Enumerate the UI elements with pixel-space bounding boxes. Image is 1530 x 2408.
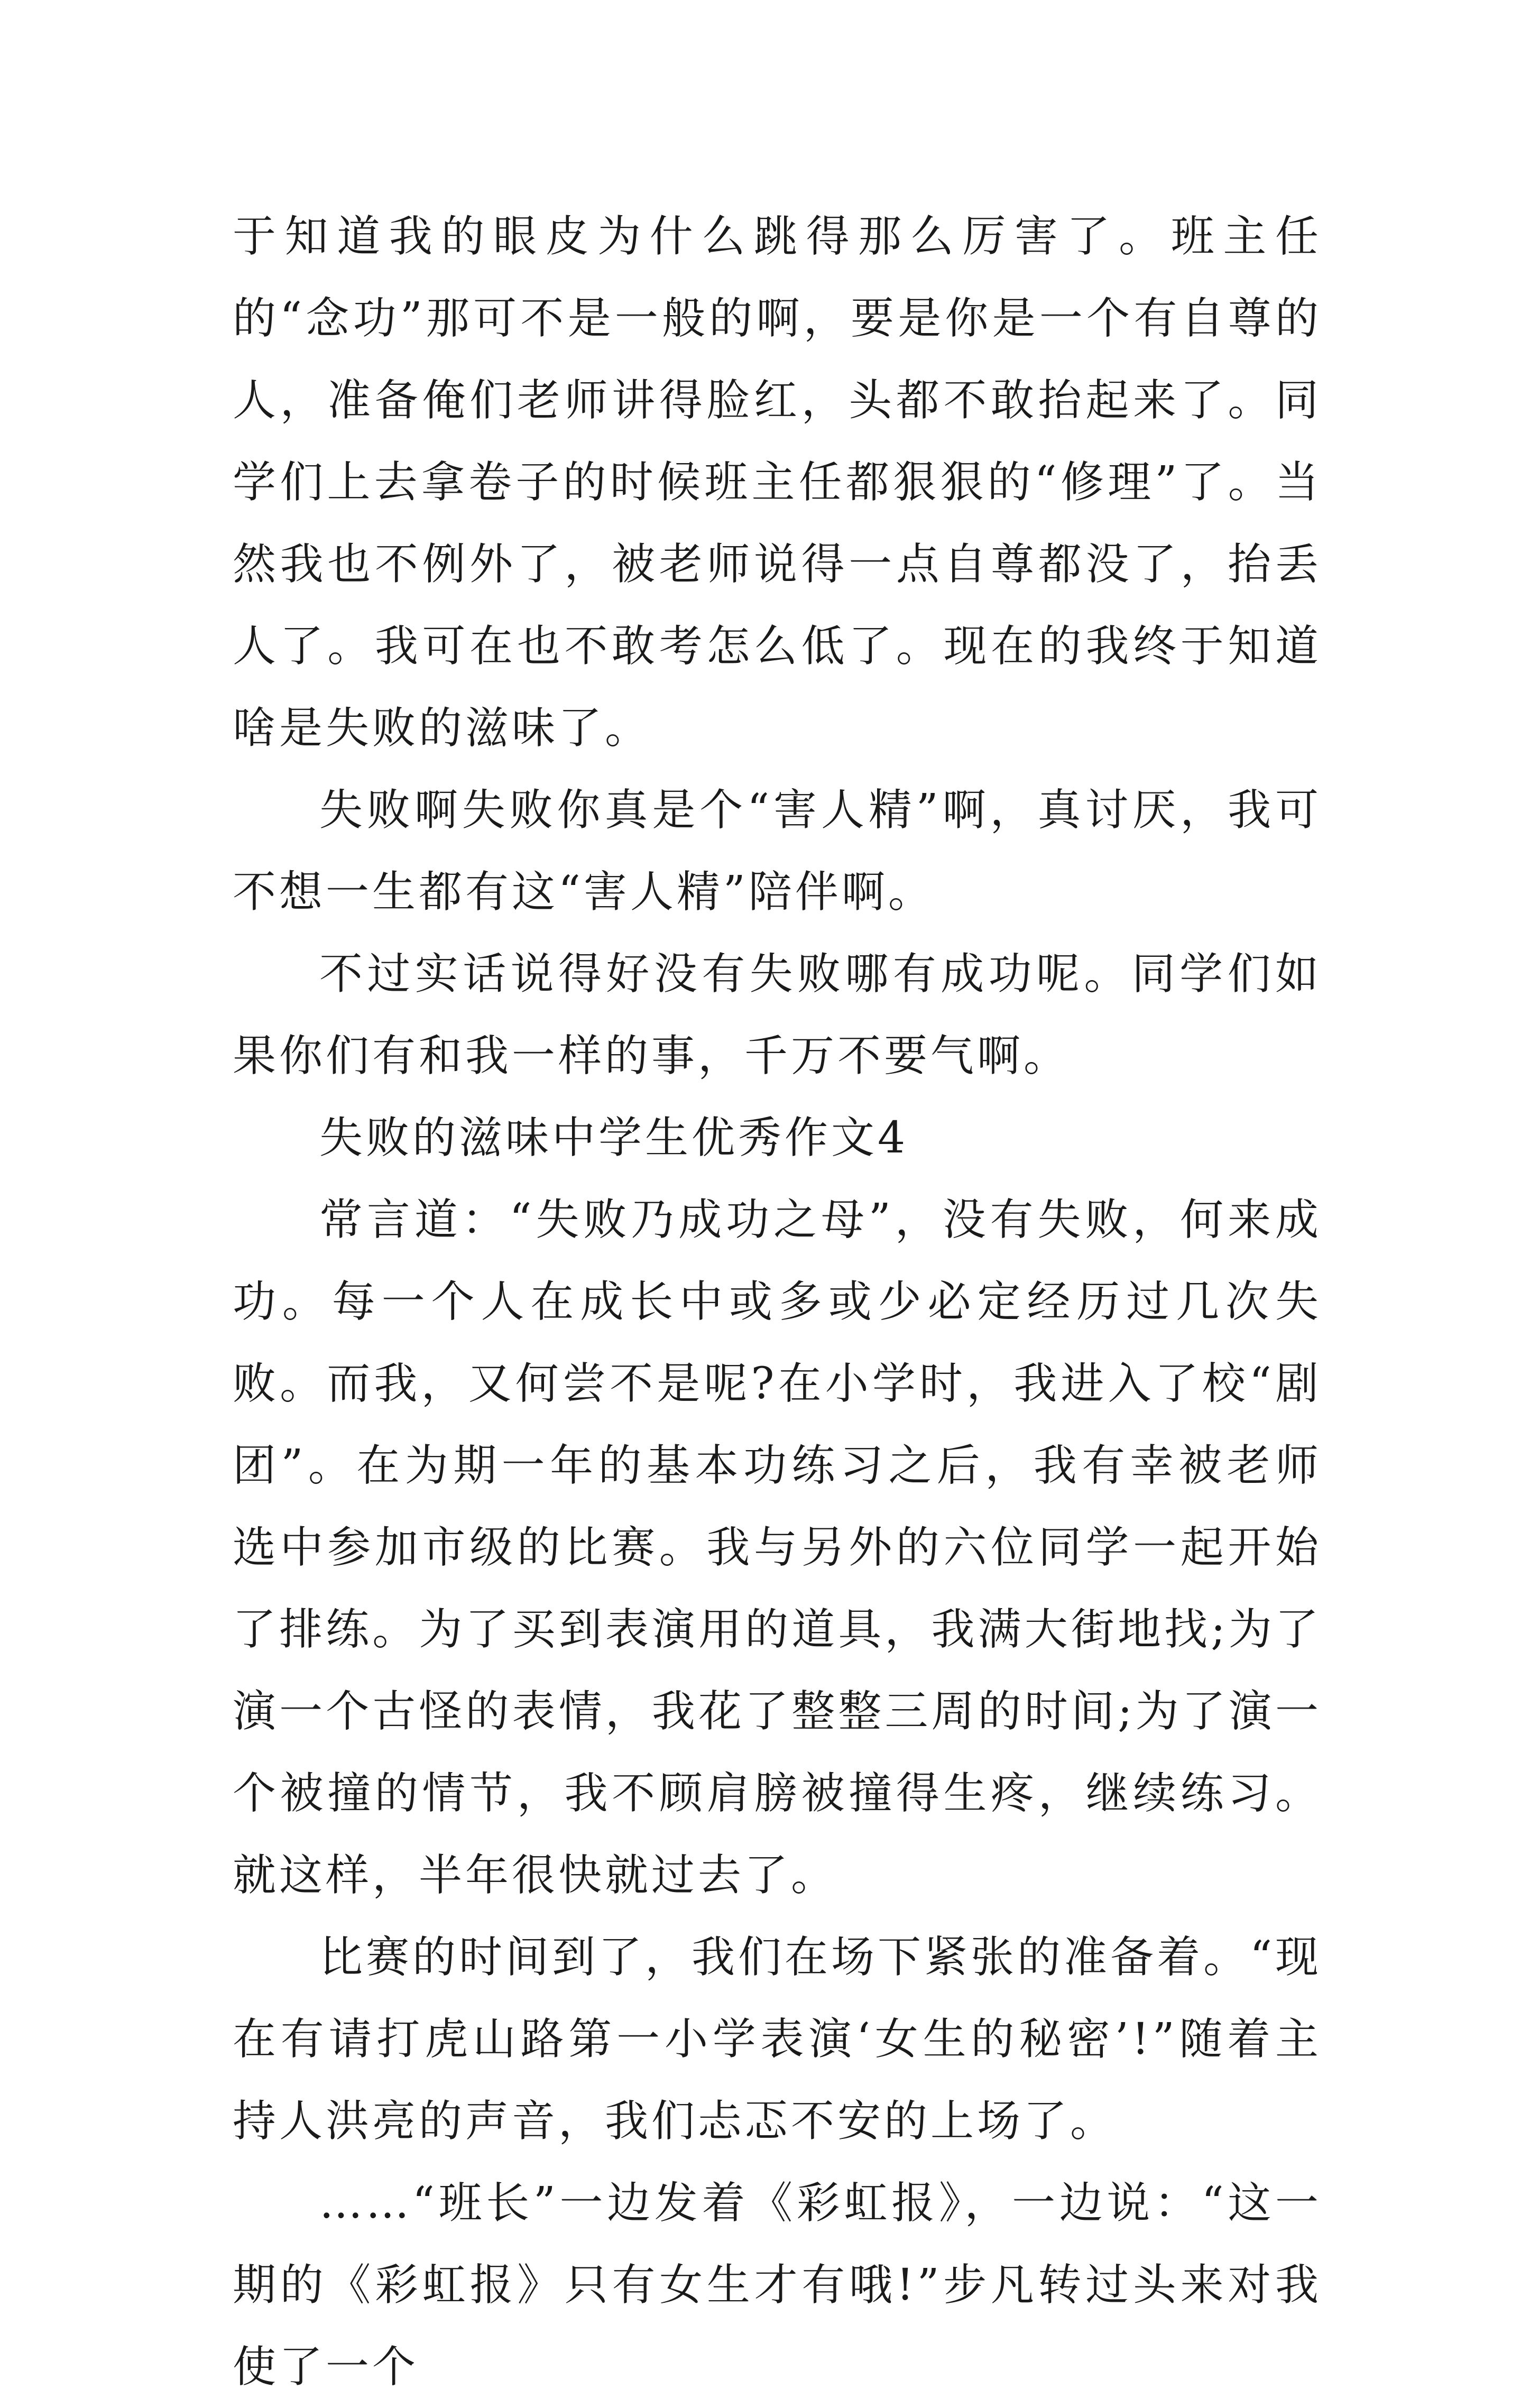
paragraph-4: 常言道：“失败乃成功之母”，没有失败，何来成功。每一个人在成长中或多或少必定经历过几次失败。而我，又何尝不是呢?在小学时，我进入了校“剧团”。在为期一年的基本功练习之后，我有幸被老师选中参加市级的比赛。我与另外的六位同学一起开始了排练。为了买到表演用的道具，我满大街地找;为了演一个古怪的表情，我花了整整三周的时间;为了演一个被撞的情节，我不顾肩膀被撞得生疼，继续练习。就这样，半年很快就过去了。 — [233, 1195, 1322, 1900]
paragraph-5: 比赛的时间到了，我们在场下紧张的准备着。“现在有请打虎山路第一小学表演‘女生的秘密’!”随着主持人洪亮的声音，我们忐忑不安的上场了。 — [233, 1932, 1322, 2146]
paragraph-1: 于知道我的眼皮为什么跳得那么厉害了。班主任的“念功”那可不是一般的啊，要是你是一个有自尊的人，准备俺们老师讲得脸红，头都不敢抬起来了。同学们上去拿卷子的时候班主任都狠狠的“修理”了。当然我也不例外了，被老师说得一点自尊都没了，抬丢人了。我可在也不敢考怎么低了。现在的我终于知道啥是失败的滋味了。 — [233, 211, 1322, 753]
document-body — [233, 196, 1322, 2408]
section-heading: 失败的滋味中学生优秀作文4 — [319, 1113, 909, 1163]
paragraph-2: 失败啊失败你真是个“害人精”啊，真讨厌，我可不想一生都有这“害人精”陪伴啊。 — [233, 785, 1322, 917]
paragraph-6: ……“班长”一边发着《彩虹报》，一边说：“这一期的《彩虹报》只有女生才有哦!”步凡转过头来对我使了一个 — [233, 2178, 1322, 2392]
paragraph-3: 不过实话说得好没有失败哪有成功呢。同学们如果你们有和我一样的事，千万不要气啊。 — [233, 949, 1322, 1081]
